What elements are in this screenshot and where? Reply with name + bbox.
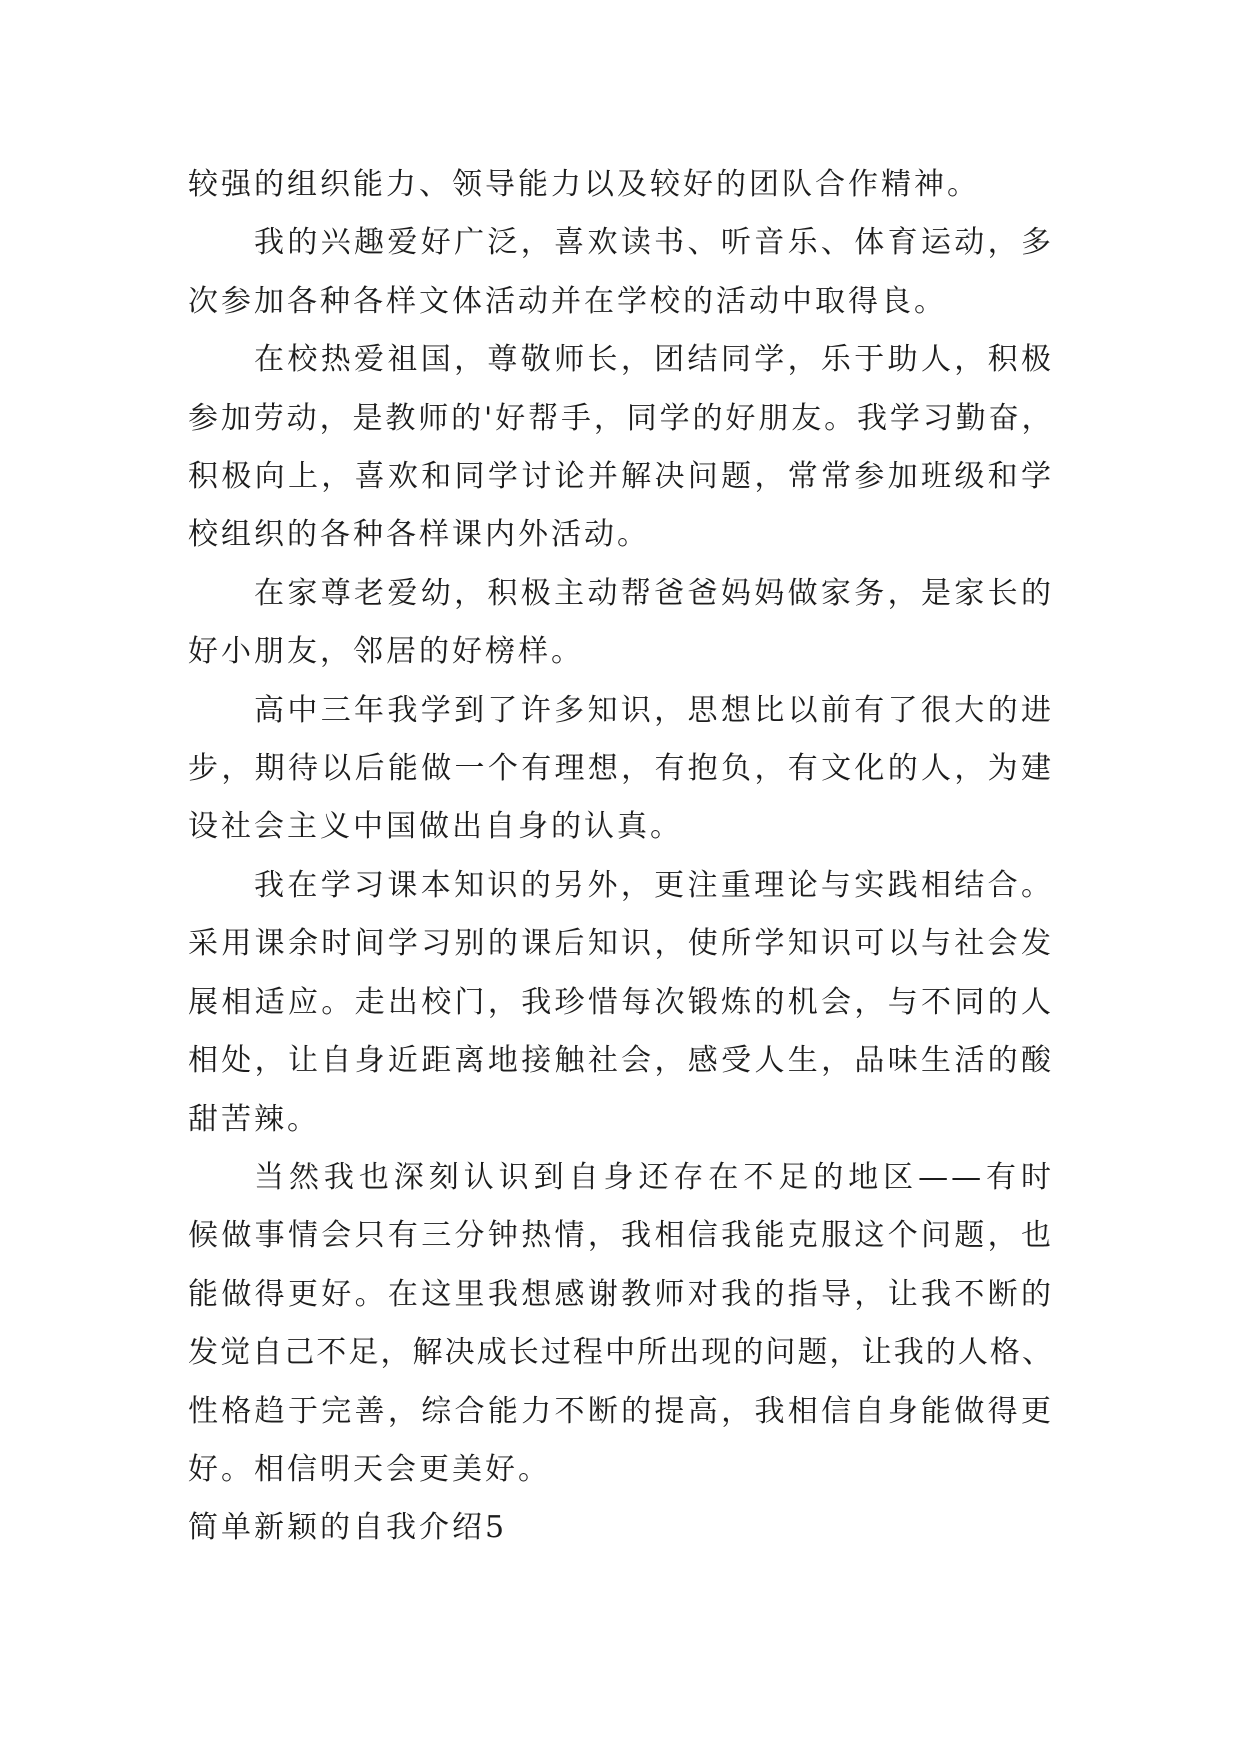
text-line: 高中三年我学到了许多知识，思想比以前有了很大的进	[254, 692, 1054, 728]
text-line: 甜苦辣。	[188, 1101, 320, 1137]
text-line: 积极向上，喜欢和同学讨论并解决问题，常常参加班级和学	[188, 459, 1054, 495]
paragraph	[188, 857, 1054, 1149]
text-line: 候做事情会只有三分钟热情，我相信我能克服这个问题，也	[188, 1218, 1054, 1254]
text-line: 参加劳动，是教师的'好帮手，同学的好朋友。我学习勤奋，	[188, 400, 1054, 436]
text-line: 设社会主义中国做出自身的认真。	[188, 809, 683, 845]
text-line: 好。相信明天会更美好。	[188, 1451, 551, 1487]
paragraph	[188, 331, 1054, 565]
paragraph	[188, 565, 1054, 682]
text-line: 我的兴趣爱好广泛，喜欢读书、听音乐、体育运动，多	[254, 225, 1054, 261]
text-line: 次参加各种各样文体活动并在学校的活动中取得良。	[188, 283, 947, 319]
document-body	[188, 156, 1054, 1558]
paragraph	[188, 682, 1054, 857]
text-line: 在家尊老爱幼，积极主动帮爸爸妈妈做家务，是家长的	[254, 575, 1054, 611]
text-line: 能做得更好。在这里我想感谢教师对我的指导，让我不断的	[188, 1276, 1054, 1312]
text-line: 相处，让自身近距离地接触社会，感受人生，品味生活的酸	[188, 1043, 1054, 1079]
text-line: 发觉自己不足，解决成长过程中所出现的问题，让我的人格、	[188, 1335, 1054, 1371]
text-line: 较强的组织能力、领导能力以及较好的团队合作精神。	[188, 167, 980, 202]
section-title: 简单新颖的自我介绍5	[188, 1510, 508, 1546]
text-line: 在校热爱祖国，尊敬师长，团结同学，乐于助人，积极	[254, 342, 1054, 378]
text-line: 性格趋于完善，综合能力不断的提高，我相信自身能做得更	[188, 1393, 1054, 1429]
text-line: 展相适应。走出校门，我珍惜每次锻炼的机会，与不同的人	[188, 984, 1054, 1020]
text-line: 步，期待以后能做一个有理想，有抱负，有文化的人，为建	[188, 751, 1054, 787]
text-line: 我在学习课本知识的另外，更注重理论与实践相结合。	[254, 867, 1054, 903]
text-line: 当然我也深刻认识到自身还存在不足的地区——有时	[254, 1159, 1054, 1195]
text-line: 校组织的各种各样课内外活动。	[188, 517, 650, 553]
paragraph	[188, 156, 1054, 214]
text-line: 采用课余时间学习别的课后知识，使所学知识可以与社会发	[188, 926, 1054, 962]
text-line: 好小朋友，邻居的好榜样。	[188, 634, 584, 670]
paragraph	[188, 214, 1054, 331]
paragraph	[188, 1149, 1054, 1499]
